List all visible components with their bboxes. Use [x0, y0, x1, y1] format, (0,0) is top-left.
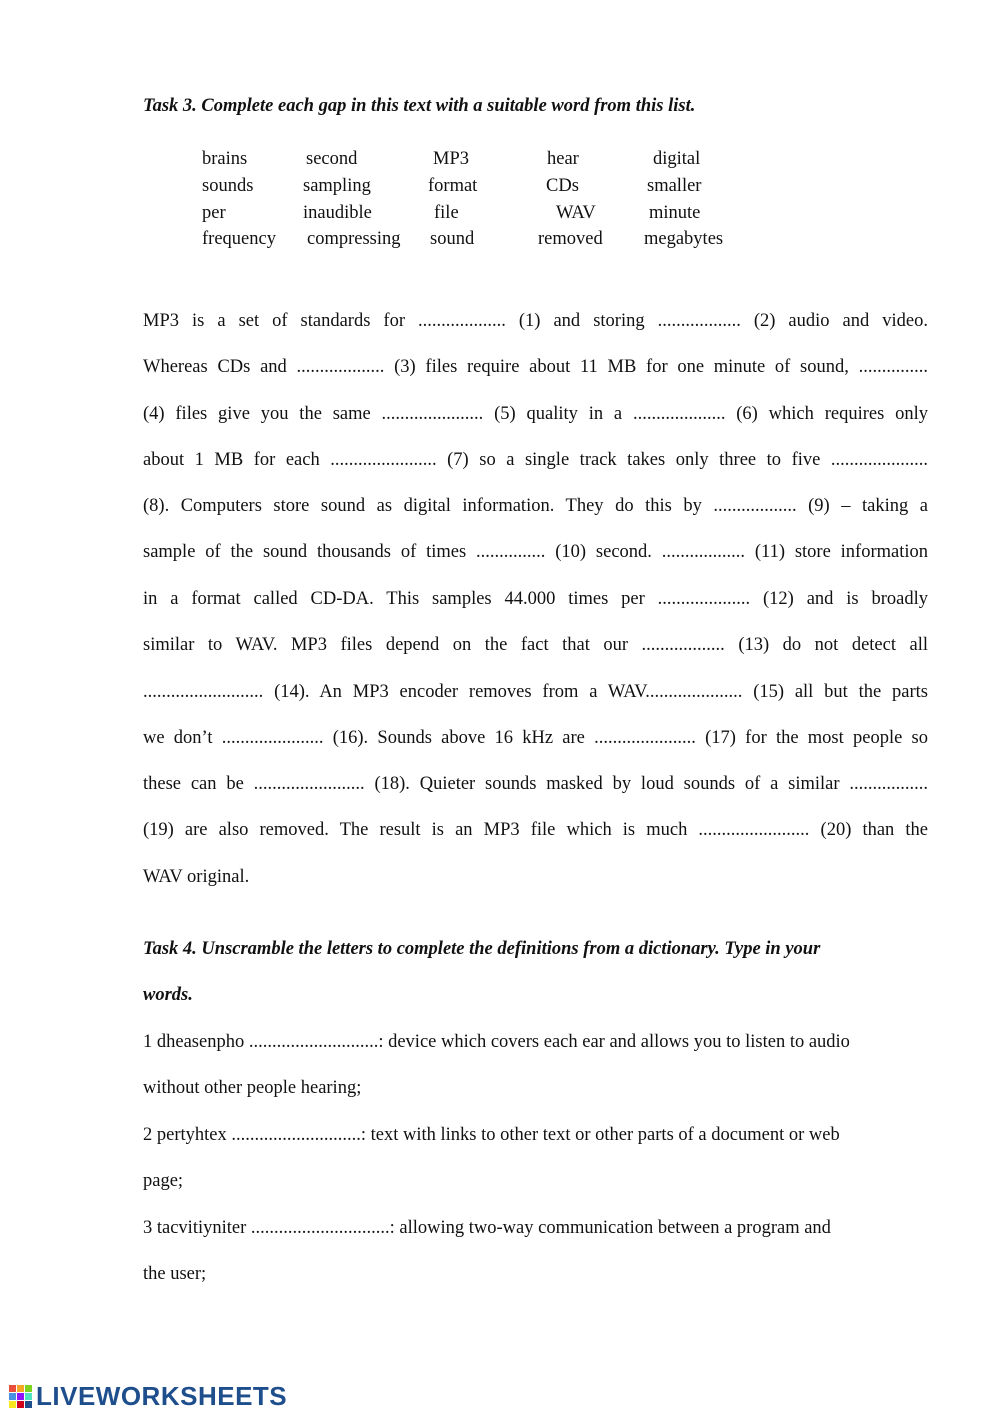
word-bank-item: minute	[649, 203, 701, 223]
liveworksheets-logo-icon	[8, 1383, 34, 1409]
word-bank-item: removed	[538, 229, 603, 249]
paragraph-line: similar to WAV. MP3 files depend on the fact that our .................. (13) do not detect all	[143, 635, 928, 655]
paragraph-line: about 1 MB for each ....................... (7) so a single track takes only three to five .....................	[143, 450, 928, 470]
task4-heading: Task 4. Unscramble the letters to complete the definitions from a dictionary. Type in your	[143, 939, 821, 959]
word-bank-item: sounds	[202, 176, 254, 196]
word-bank-item: WAV	[556, 203, 596, 223]
word-bank-row	[0, 149, 1000, 173]
word-bank-row	[0, 203, 1000, 227]
word-bank-row	[0, 229, 1000, 253]
paragraph-line: (4) files give you the same ...................... (5) quality in a .................... (6) which requires only	[143, 404, 928, 424]
paragraph-line: WAV original.	[143, 867, 250, 887]
word-bank-item: format	[428, 176, 478, 196]
word-bank-item: CDs	[546, 176, 579, 196]
word-bank-item: second	[306, 149, 358, 169]
paragraph-line: (8). Computers store sound as digital information. They do this by .................. (9) – taking a	[143, 496, 928, 516]
liveworksheets-logo	[8, 1382, 287, 1410]
definition-item: 3 tacvitiyniter ..............................: allowing two-way communication between a program and	[143, 1218, 831, 1238]
paragraph-line: in a format called CD-DA. This samples 44.000 times per .................... (12) and is broadly	[143, 589, 928, 609]
word-bank-item: file	[434, 203, 459, 223]
word-bank-item: per	[202, 203, 226, 223]
word-bank-item: MP3	[433, 149, 469, 169]
paragraph-line: we don’t ...................... (16). Sounds above 16 kHz are ...................... (17) for the most people so	[143, 728, 928, 748]
word-bank-item: inaudible	[303, 203, 372, 223]
word-bank-item: frequency	[202, 229, 276, 249]
word-bank-item: sound	[430, 229, 475, 249]
word-bank-item: hear	[547, 149, 579, 169]
paragraph-line: .......................... (14). An MP3 encoder removes from a WAV..................... (15) all but the parts	[143, 682, 928, 702]
liveworksheets-logo-text: LIVEWORKSHEETS	[36, 1381, 288, 1411]
definition-item-continued: without other people hearing;	[143, 1078, 362, 1098]
word-bank-item: sampling	[303, 176, 371, 196]
definition-item: 1 dheasenpho ............................: device which covers each ear and allows you to listen to audio	[143, 1032, 850, 1052]
task3-heading: Task 3. Complete each gap in this text with a suitable word from this list.	[143, 96, 696, 116]
word-bank-item: compressing	[307, 229, 401, 249]
definition-item-continued: page;	[143, 1171, 184, 1191]
paragraph-line: Whereas CDs and ................... (3) files require about 11 MB for one minute of sound, ...............	[143, 357, 928, 377]
word-bank-item: smaller	[647, 176, 702, 196]
definition-item-continued: the user;	[143, 1264, 207, 1284]
task4-heading-continued: words.	[143, 985, 193, 1005]
word-bank-item: brains	[202, 149, 248, 169]
word-bank-row	[0, 176, 1000, 200]
definition-item: 2 pertyhtex ............................: text with links to other text or other parts of a document or web	[143, 1125, 840, 1145]
paragraph-line: (19) are also removed. The result is an MP3 file which is much ........................ (20) than the	[143, 820, 928, 840]
paragraph-line: these can be ........................ (18). Quieter sounds masked by loud sounds of a similar .................	[143, 774, 928, 794]
paragraph-line: MP3 is a set of standards for ................... (1) and storing .................. (2) audio and video.	[143, 311, 928, 331]
word-bank-item: digital	[653, 149, 701, 169]
paragraph-line: sample of the sound thousands of times ............... (10) second. .................. (11) store information	[143, 542, 928, 562]
word-bank-item: megabytes	[644, 229, 724, 249]
